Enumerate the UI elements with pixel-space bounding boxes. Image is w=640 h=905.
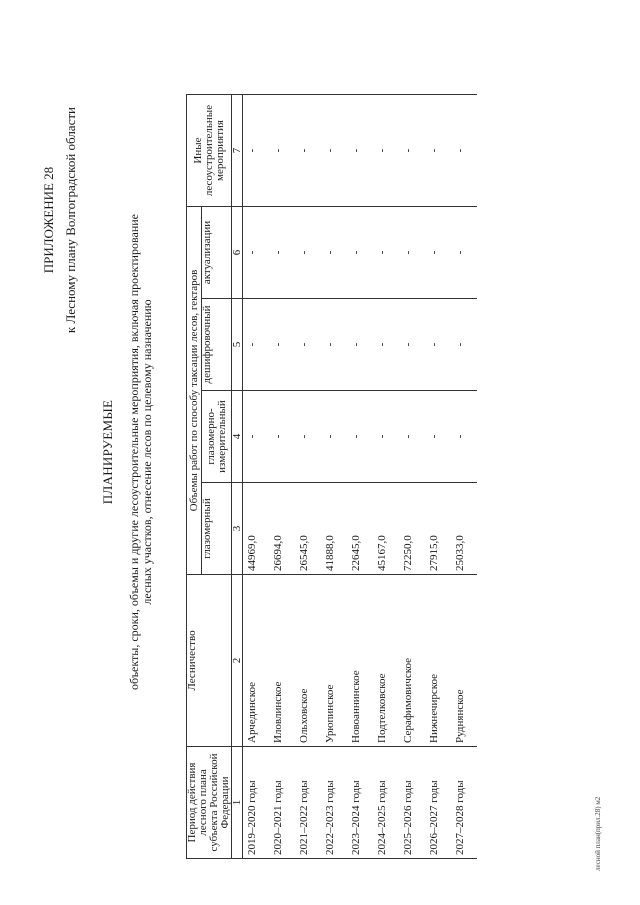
cell-update: - <box>347 207 373 299</box>
column-number: 1 <box>232 747 243 859</box>
table-row <box>243 95 270 859</box>
cell-eye-measure: - <box>321 391 347 483</box>
cell-other: - <box>295 95 321 207</box>
document-title: ПЛАНИРУЕМЫЕ <box>100 399 115 505</box>
cell-period: 2027–2028 годы <box>451 747 477 859</box>
cell-update: - <box>269 207 295 299</box>
cell-decode: - <box>321 299 347 391</box>
cell-other: - <box>347 95 373 207</box>
cell-forestry: Нижнечирское <box>425 575 451 747</box>
header-period: Период действия лесного плана субъекта Российской Федерации <box>187 747 232 859</box>
column-number: 3 <box>232 483 243 575</box>
cell-update: - <box>243 207 270 299</box>
appendix-subtitle: к Лесному плану Волгоградской области <box>63 107 78 334</box>
cell-eye-measure: - <box>451 391 477 483</box>
cell-eye-measure: - <box>399 391 425 483</box>
cell-period: 2022–2023 годы <box>321 747 347 859</box>
cell-update: - <box>373 207 399 299</box>
table-row <box>451 95 477 859</box>
cell-eye-measure: - <box>243 391 270 483</box>
table-row <box>399 95 425 859</box>
cell-eye: 25033,0 <box>451 483 477 575</box>
cell-other: - <box>373 95 399 207</box>
header-decode: дешифровочный <box>202 299 232 391</box>
table-row <box>347 95 373 859</box>
cell-decode: - <box>295 299 321 391</box>
table-row <box>295 95 321 859</box>
cell-decode: - <box>399 299 425 391</box>
cell-other: - <box>243 95 270 207</box>
cell-update: - <box>451 207 477 299</box>
cell-eye: 22645,0 <box>347 483 373 575</box>
cell-period: 2021–2022 годы <box>295 747 321 859</box>
cell-period: 2025–2026 годы <box>399 747 425 859</box>
cell-other: - <box>321 95 347 207</box>
header-volumes: Объемы работ по способу таксации лесов, гектаров <box>187 207 202 575</box>
cell-forestry: Ольховское <box>295 575 321 747</box>
cell-eye: 44969,0 <box>243 483 270 575</box>
cell-decode: - <box>425 299 451 391</box>
header-other: Иные лесоустроительные мероприятия <box>187 95 232 207</box>
cell-period: 2023–2024 годы <box>347 747 373 859</box>
document-title-block <box>100 27 154 877</box>
column-number: 5 <box>232 299 243 391</box>
cell-other: - <box>399 95 425 207</box>
appendix-heading <box>38 107 82 333</box>
cell-forestry: Руднянское <box>451 575 477 747</box>
cell-period: 2024–2025 годы <box>373 747 399 859</box>
cell-eye: 26694,0 <box>269 483 295 575</box>
cell-update: - <box>399 207 425 299</box>
column-number-row <box>232 95 243 859</box>
cell-eye: 72250,0 <box>399 483 425 575</box>
planning-table <box>186 94 477 859</box>
cell-decode: - <box>373 299 399 391</box>
footer-note: лесной план(прил.28) м2 <box>594 796 602 871</box>
cell-forestry: Серафимовичское <box>399 575 425 747</box>
cell-decode: - <box>243 299 270 391</box>
column-number: 2 <box>232 575 243 747</box>
cell-eye: 27915,0 <box>425 483 451 575</box>
cell-eye: 26545,0 <box>295 483 321 575</box>
cell-update: - <box>295 207 321 299</box>
cell-eye-measure: - <box>373 391 399 483</box>
cell-period: 2019–2020 годы <box>243 747 270 859</box>
cell-forestry: Иловлинское <box>269 575 295 747</box>
cell-eye: 45167,0 <box>373 483 399 575</box>
cell-forestry: Подтелковское <box>373 575 399 747</box>
cell-decode: - <box>347 299 373 391</box>
table-body <box>243 95 478 859</box>
header-forestry: Лесничество <box>187 575 232 747</box>
cell-period: 2020–2021 годы <box>269 747 295 859</box>
cell-forestry: Урюпинское <box>321 575 347 747</box>
cell-forestry: Арчединское <box>243 575 270 747</box>
table-row <box>373 95 399 859</box>
document-page <box>30 27 610 877</box>
cell-eye-measure: - <box>269 391 295 483</box>
column-number: 6 <box>232 207 243 299</box>
header-update: актуализации <box>202 207 232 299</box>
cell-decode: - <box>269 299 295 391</box>
table-row <box>321 95 347 859</box>
cell-other: - <box>425 95 451 207</box>
header-eye-measure: глазомерно-измерительный <box>202 391 232 483</box>
cell-period: 2026–2027 годы <box>425 747 451 859</box>
column-number: 7 <box>232 95 243 207</box>
cell-other: - <box>269 95 295 207</box>
cell-update: - <box>425 207 451 299</box>
appendix-title: ПРИЛОЖЕНИЕ 28 <box>41 166 56 274</box>
document-subtitle-line-1: объекты, сроки, объемы и другие лесоустроительные мероприятия, включая проектирование <box>127 214 141 690</box>
cell-eye-measure: - <box>425 391 451 483</box>
table-row <box>425 95 451 859</box>
table-row <box>269 95 295 859</box>
cell-decode: - <box>451 299 477 391</box>
header-eye: глазомерный <box>202 483 232 575</box>
column-number: 4 <box>232 391 243 483</box>
cell-eye-measure: - <box>295 391 321 483</box>
cell-update: - <box>321 207 347 299</box>
cell-forestry: Новоаннинское <box>347 575 373 747</box>
document-subtitle-line-2: лесных участков, отнесение лесов по целевому назначению <box>140 299 154 605</box>
cell-eye-measure: - <box>347 391 373 483</box>
cell-other: - <box>451 95 477 207</box>
cell-eye: 41888,0 <box>321 483 347 575</box>
